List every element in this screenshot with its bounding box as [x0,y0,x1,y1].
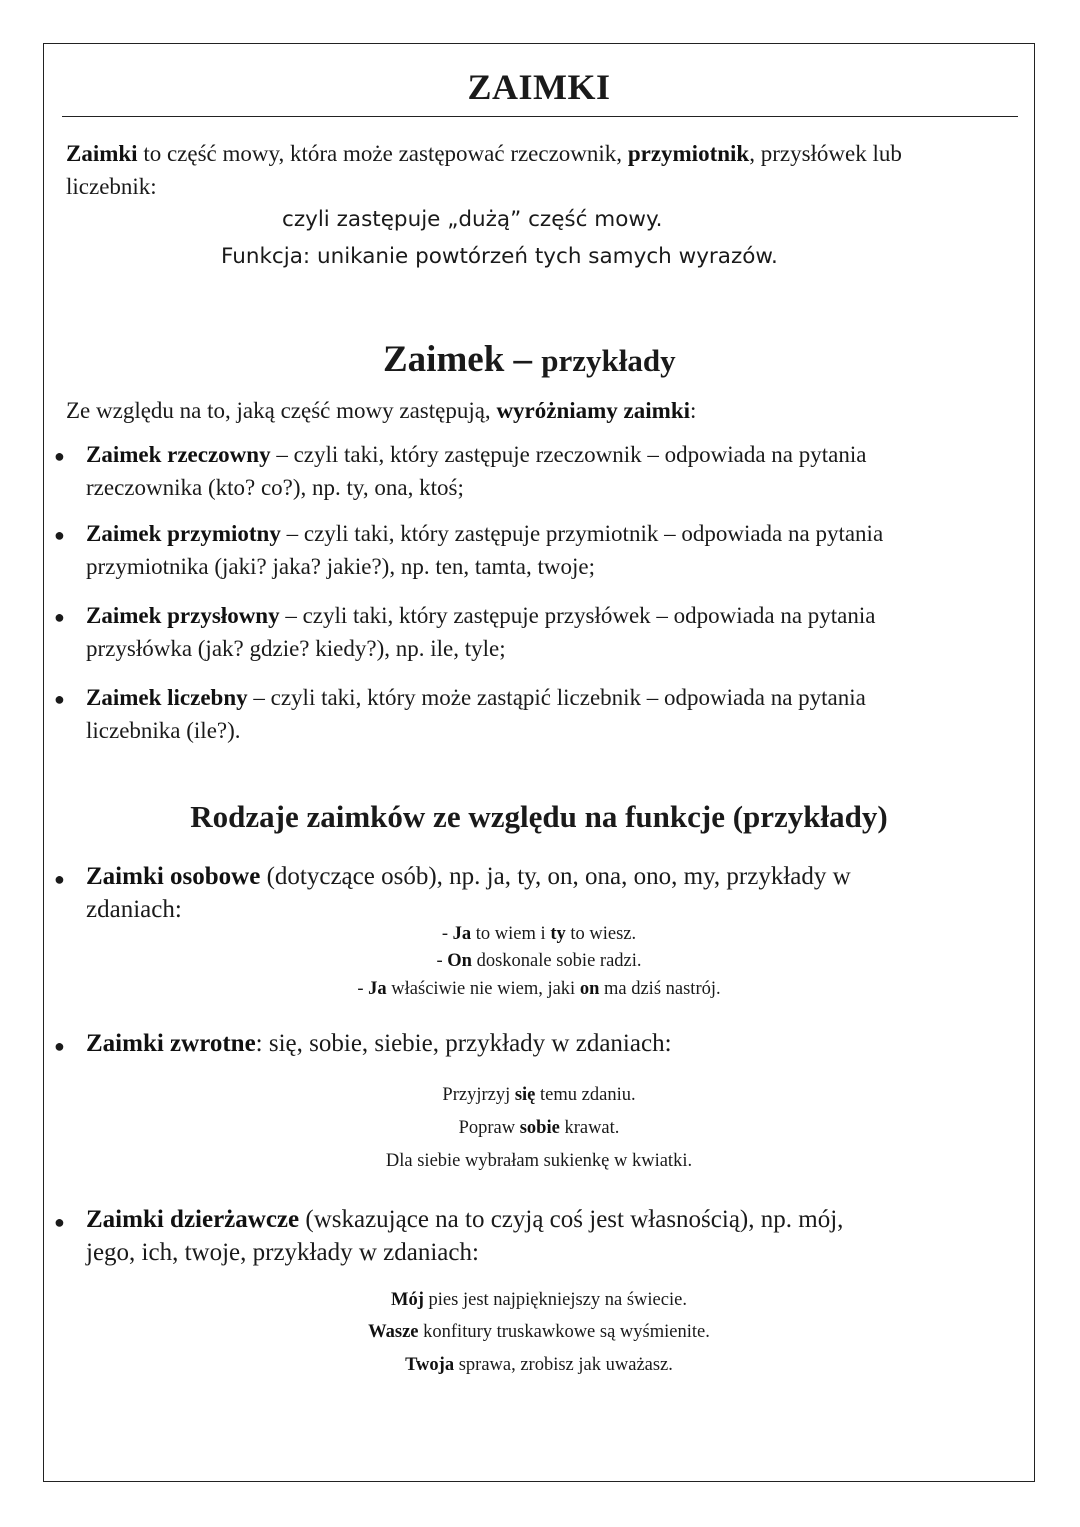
example-sentence: - Ja to wiem i ty to wiesz. [441,924,637,944]
bullet-icon: ● [54,607,65,627]
intro-term: Zaimki [66,141,138,166]
list-item-osobowe: Zaimki osobowe (dotyczące osób), np. ja, ty, on, ona, ono, my, przykłady w zdaniach: [86,863,851,923]
list-item: Zaimek przymiotny – czyli taki, który zastępuje przymiotnik – odpowiada na pytania przymiotnika (jaki? jaka? jakie?), np. ten, tamta, twoje; [86,521,884,579]
intro-note-2: Funkcja: unikanie powtórzeń tych samych wyrazów. [221,244,778,269]
example-sentence: Twoja sprawa, zrobisz jak uważasz. [405,1355,673,1375]
example-sentence: - On doskonale sobie radzi. [436,951,642,971]
list-item: Zaimek rzeczowny – czyli taki, który zastępuje rzeczownik – odpowiada na pytania rzeczownika (kto? co?), np. ty, ona, ktoś; [86,442,867,500]
bullet-icon: ● [54,446,65,466]
example-sentence: Dla siebie wybrałam sukienkę w kwiatki. [385,1151,693,1171]
title-divider [62,116,1018,117]
bullet-icon: ● [54,1212,65,1232]
list-item: Zaimek liczebny – czyli taki, który może zastąpić liczebnik – odpowiada na pytania liczebnika (ile?). [86,685,866,743]
bullet-icon: ● [54,1036,65,1056]
bullet-icon: ● [54,689,65,709]
bullet-icon: ● [54,869,65,889]
example-sentence: Przyjrzyj się temu zdaniu. [442,1085,636,1105]
intro-note-1: czyli zastępuje „dużą” część mowy. [282,207,663,232]
example-sentence: Wasze konfitury truskawkowe są wyśmienite. [368,1322,710,1342]
section-heading-examples: Zaimek – przykłady [383,339,676,380]
example-sentence: - Ja właściwie nie wiem, jaki on ma dziś nastrój. [357,979,721,999]
example-sentence: Popraw sobie krawat. [458,1118,620,1138]
section-heading-functions: Rodzaje zaimków ze względu na funkcje (przykłady) [190,799,888,834]
bullet-icon: ● [54,525,65,545]
example-sentence: Mój pies jest najpiękniejszy na świecie. [391,1290,687,1310]
list-item-dzierzawcze: Zaimki dzierżawcze (wskazujące na to czyją coś jest własnością), np. mój, jego, ich, twoje, przykłady w zdaniach: [86,1206,844,1266]
intro-line-2: liczebnik: [66,174,157,199]
list-item: Zaimek przysłowny – czyli taki, który zastępuje przysłówek – odpowiada na pytania przysłówka (jak? gdzie? kiedy?), np. ile, tyle; [86,603,876,661]
page-title: ZAIMKI [467,67,611,107]
intro-line-1: Zaimki to część mowy, która może zastępować rzeczownik, przymiotnik, przysłówek lub [66,141,902,166]
list-item-zwrotne: Zaimki zwrotne: się, sobie, siebie, przykłady w zdaniach: [86,1030,672,1057]
section-lead: Ze względu na to, jaką część mowy zastępują, wyróżniamy zaimki: [66,398,697,423]
